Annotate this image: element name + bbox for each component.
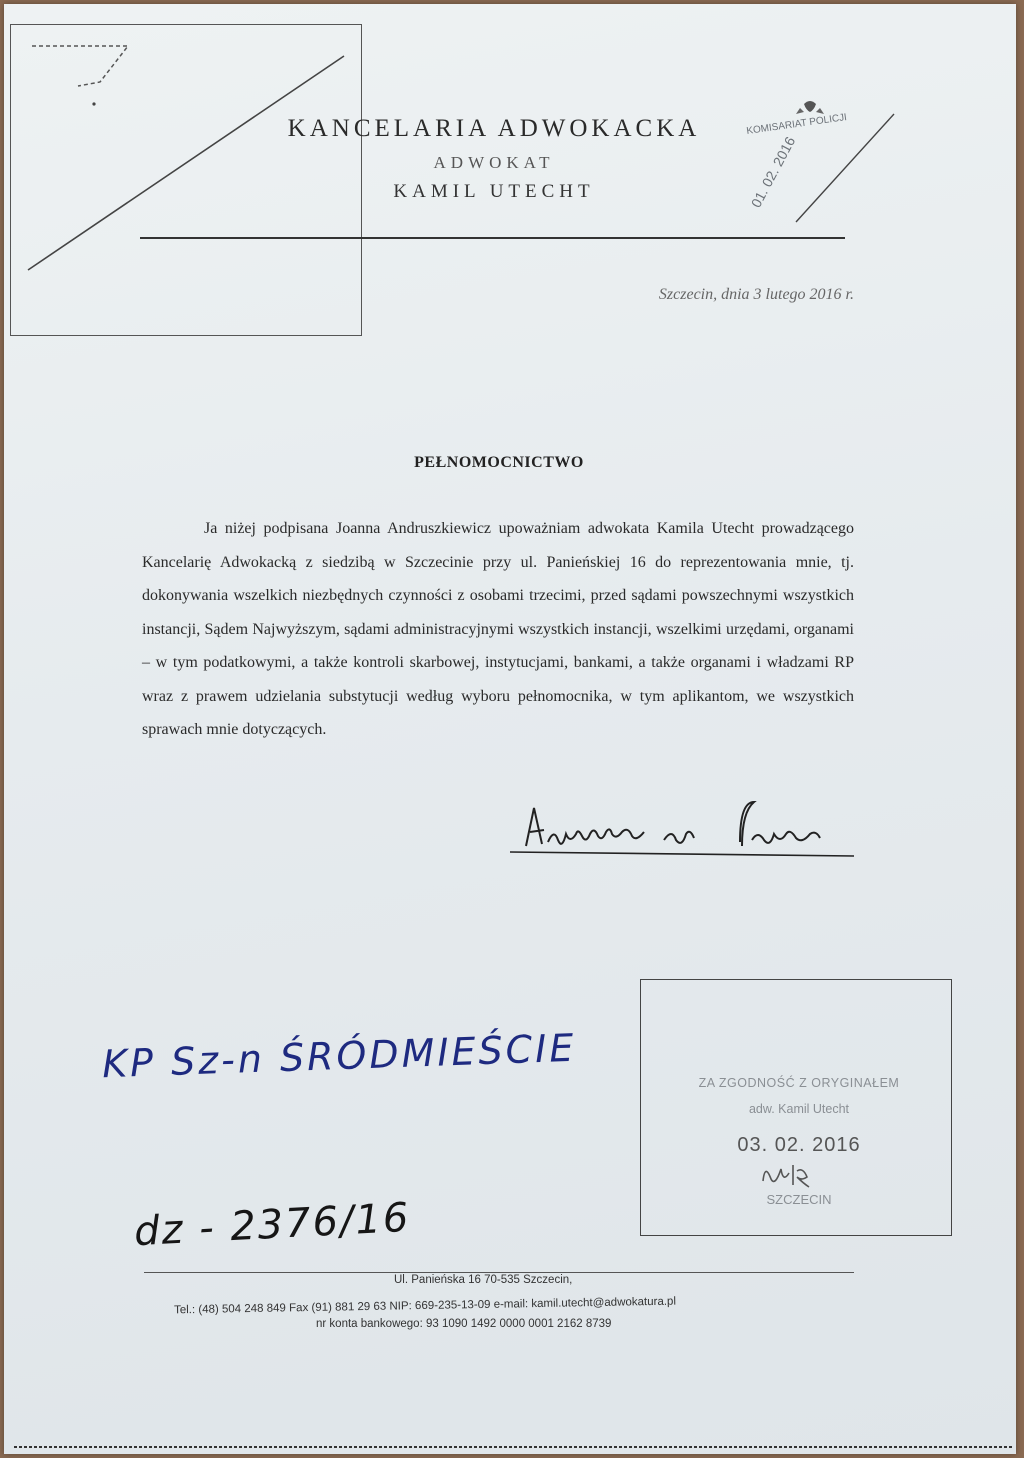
- firm-person: KAMIL UTECHT: [393, 181, 595, 202]
- footer-divider: [144, 1272, 854, 1273]
- footer-address: Ul. Panieńska 16 70-535 Szczecin,: [394, 1274, 573, 1286]
- footer-bank: nr konta bankowego: 93 1090 1492 0000 0001 2162 8739: [316, 1318, 612, 1330]
- cert-line2: adw. Kamil Utecht: [748, 1102, 850, 1116]
- cert-date: 03. 02. 2016: [737, 1134, 861, 1156]
- cert-city: SZCZECIN: [766, 1192, 832, 1207]
- firm-name: KANCELARIA ADWOKACKA: [287, 115, 701, 142]
- footer-contact: Tel.: (48) 504 248 849 Fax (91) 881 29 63 NIP: 669-235-13-09 e-mail: kamil.utecht@adwokatura.pl: [173, 1295, 677, 1317]
- handwritten-note: KP Sz-n ŚRÓDMIEŚCIE: [101, 1025, 578, 1087]
- date-line: Szczecin, dnia 3 lutego 2016 r.: [658, 286, 854, 303]
- header-divider: [140, 237, 845, 239]
- bottom-edge-rule: [14, 1446, 1014, 1448]
- cert-line1: ZA ZGODNOŚĆ Z ORYGINAŁEM: [698, 1076, 900, 1090]
- stamp-date: 01. 02. 2016: [747, 133, 799, 211]
- firm-role: ADWOKAT: [433, 153, 555, 172]
- stamp-text: KOMISARIAT POLICJI: [745, 112, 848, 137]
- cert-initials: [759, 1159, 829, 1189]
- signature: [504, 794, 864, 874]
- document-page: [4, 4, 1016, 1454]
- handwritten-ref: dz - 2376/16: [132, 1194, 412, 1256]
- document-title: PEŁNOMOCNICTWO: [414, 454, 584, 471]
- document-body: Ja niżej podpisana Joanna Andruszkiewicz upoważniam adwokata Kamila Utecht prowadzącego Kancelarię Adwokacką z siedzibą w Szczecinie przy ul. Panieńskiej 16 do reprezentowania mnie, tj. dokonywania wszelkich niezbędnych czynności z osobami trzecimi, przed sądami powszechnymi wszystkich instancji, Sądem Najwyższym, sądami administracyjnymi wszystkich instancji, wszelkimi urzędami, organami – w tym podatkowymi, a także kontroli skarbowej, instytucjami, bankami, a także organami i władzami RP wraz z prawem udzielania substytucji według wyboru pełnomocnika, w tym aplikantom, we wszystkich sprawach mnie dotyczących.: [142, 520, 854, 738]
